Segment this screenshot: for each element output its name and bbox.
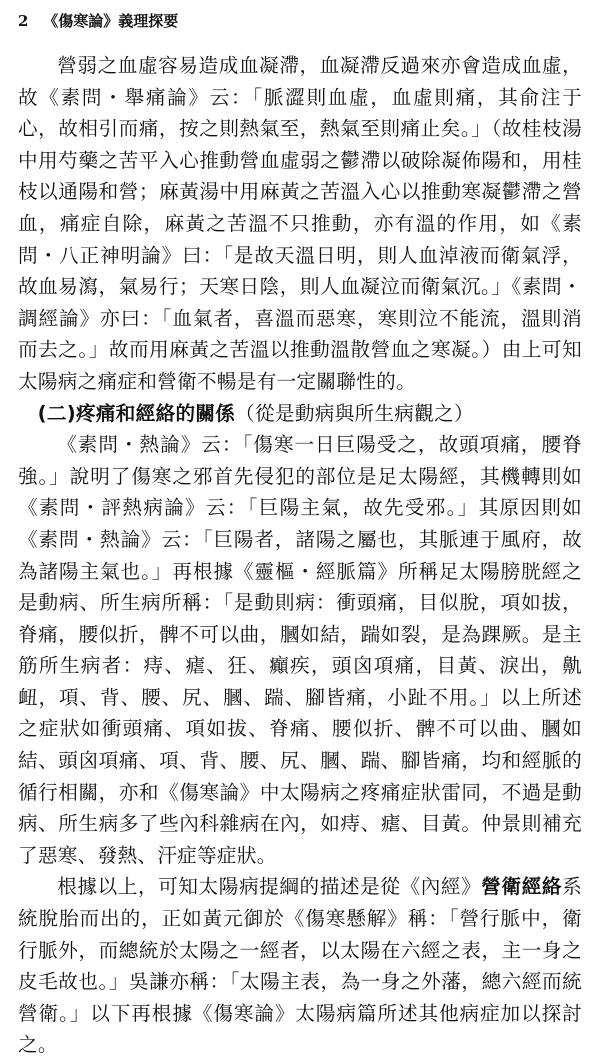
paragraph-conclusion [18, 871, 582, 1061]
paragraph-blood-stasis: 營弱之血虛容易造成血凝滯，血凝滯反過來亦會造成血虛，故《素問・舉痛論》云：「脈澀則血虛，血虛則痛，其俞注于心，故相引而痛，按之則熱氣至，熱氣至則痛止矣。」（故桂枝湯中用芍藥之苦平入心推動營血虛弱之鬱滯以破除凝佈陽和，用桂枝以通陽和營；麻黃湯中用麻黃之苦溫入心以推動寒凝鬱滯之營血，痛症自除，麻黃之苦溫不只推動，亦有溫的作用，如《素問・八正神明論》曰：「是故天溫日明，則人血淖液而衛氣浮，故血易瀉，氣易行；天寒日陰，則人血凝泣而衛氣沉。」《素問・調經論》亦曰：「血氣者，喜溫而惡寒，寒則泣不能流，溫則消而去之。」故而用麻黃之苦溫以推動溫散營血之寒凝。）由上可知太陽病之痛症和營衛不暢是有一定關聯性的。 [18, 54, 582, 393]
section-heading [18, 398, 582, 430]
conclusion-emphasis: 營衛經絡 [481, 875, 563, 899]
page-number: 2 [18, 12, 29, 30]
conclusion-text-a: 根據以上，可知太陽病提綱的描述是從《內經》 [57, 875, 482, 899]
paragraph-meridian-pain: 《素問・熱論》云：「傷寒一日巨陽受之，故頭項痛，腰脊強。」說明了傷寒之邪首先侵犯的部位是足太陽經，其機轉則如《素問・評熱病論》云：「巨陽主氣，故先受邪。」其原因則如《素問・熱論》云：「巨陽者，諸陽之屬也，其脈連于風府，故為諸陽主氣也。」再根據《靈樞・經脈篇》所稱足太陽膀胱經之是動病、所生病所稱：「是動則病：衝頭痛，目似脫，項如拔，脊痛，腰似折，髀不可以曲，膕如結，踹如裂，是為踝厥。是主筋所生病者：痔、瘧、狂、癲疾，頭囟項痛，目黃、淚出，鼽衄，項、背、腰、尻、膕、踹、腳皆痛，小趾不用。」以上所述之症狀如衝頭痛、項如拔、脊痛、腰似折、髀不可以曲、膕如結、頭囟項痛、項、背、腰、尻、膕、踹、腳皆痛，均和經脈的循行相關，亦和《傷寒論》中太陽病之疼痛症狀雷同，不過是動病、所生病多了些內科雜病在內，如痔、瘧、目黃。仲景則補充了惡寒、發熱、汗症等症狀。 [18, 433, 582, 867]
page-header [18, 10, 582, 32]
book-title: 《傷寒論》義理探要 [43, 12, 179, 30]
section-heading-title: (二)疼痛和經絡的關係 [37, 401, 236, 425]
conclusion-text-b: 系統脫胎而出的，正如黃元御於《傷寒懸解》稱：「營行脈中，衛行脈外，而總統於太陽之一經者，以太陽在六經之表，主一身之皮毛故也。」吳謙亦稱：「太陽主表，為一身之外藩，總六經而統營衛。」以下再根據《傷寒論》太陽病篇所述其他病症加以探討之。 [18, 875, 582, 1057]
page-body [18, 50, 582, 1061]
section-heading-subtitle: （從是動病與所生病觀之） [235, 401, 474, 425]
